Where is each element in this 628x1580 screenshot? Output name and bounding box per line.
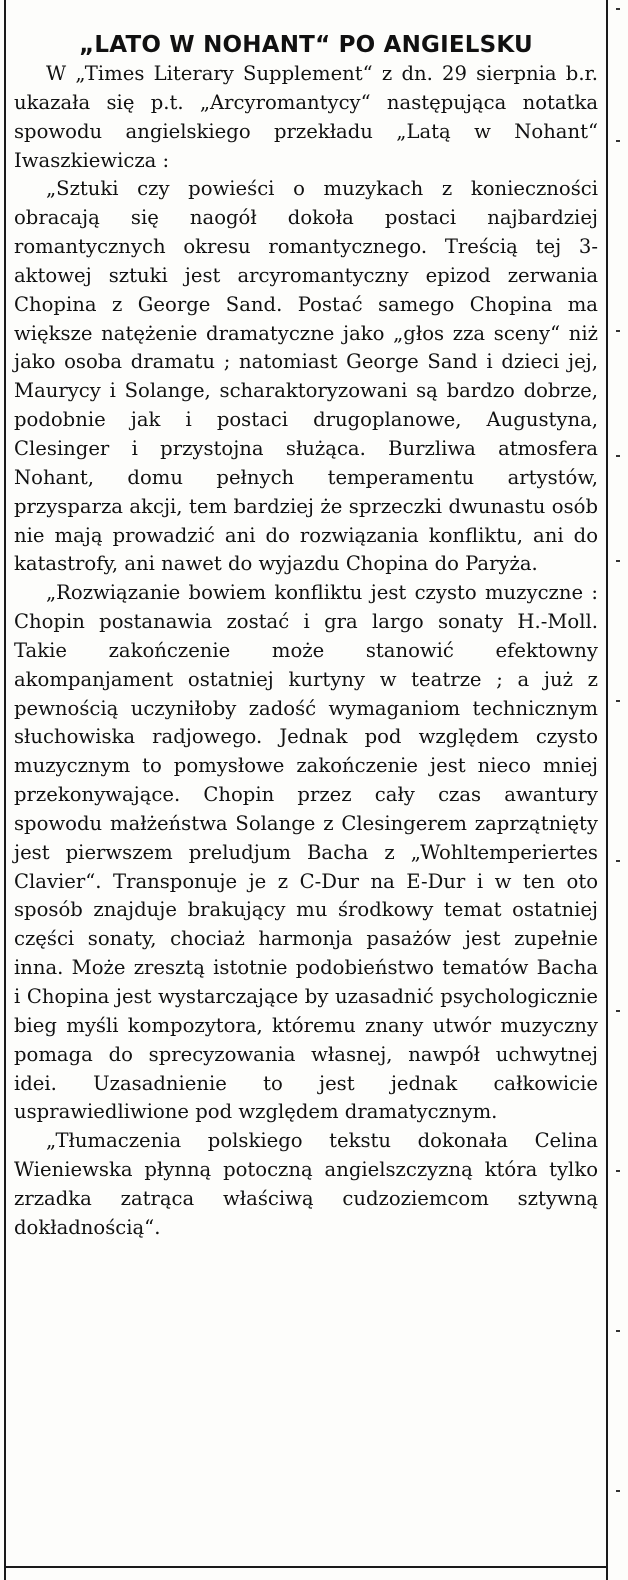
edge-mark — [616, 700, 620, 702]
paragraph-quote-3: „Tłumaczenia polskiego tekstu dokonała Celina Wieniewska płynną potoczną angielszczyzną która tylko zrzadka zatrąca właściwą cudzoziemcom sztywną dokładnością“. — [14, 1129, 598, 1239]
paragraph-intro: W „Times Literary Supplement“ z dn. 29 sierpnia b.r. ukazała się p.t. „Arcyromantycy“ następująca notatka spowodu angielskiego przekładu „Latą w Nohant“ Iwaszkiewicza : — [14, 62, 598, 172]
edge-mark — [616, 455, 620, 457]
left-column-rule — [4, 0, 6, 1580]
edge-mark — [616, 560, 620, 562]
bottom-rule — [4, 1566, 608, 1568]
paragraph-quote-2: „Rozwiązanie bowiem konfliktu jest czysto muzyczne : Chopin postanawia zostać i gra largo sonaty H.-Moll. Takie zakończenie może stanowić efektowny akompanjament ostatniej kurtyny w teatrze ; a już z pewnością uczyniłoby zadość wymaganiom technicznym słuchowiska radjowego. Jednak pod względem czysto muzycznym to pomysłowe zakończenie jest nieco mniej przekonywające. Chopin przez cały czas awantury spowodu małżeństwa Solange z Clesingerem zaprzątnięty jest pierwszem preludjum Bacha z „Wohltemperiertes Clavier“. Transponuje je z C-Dur na E-Dur i w ten oto sposób znajduje brakujący mu środkowy temat ostatniej części sonaty, chociaż harmonja pasażów jest zupełnie inna. Może zresztą istotnie podobieństwo tematów Bacha i Chopina jest wystarczające by uzasadnić psychologicznie bieg myśli kompozytora, któremu znany utwór muzyczny pomaga do sprecyzowania własnej, nawpół uchwytnej idei. Uzasadnienie to jest jednak całkowicie usprawiedliwione pod względem dramatycznym. — [14, 581, 598, 1124]
edge-mark — [616, 1170, 620, 1172]
edge-mark — [616, 860, 620, 862]
edge-mark — [616, 1490, 620, 1492]
edge-mark — [616, 1330, 620, 1332]
article-body — [14, 60, 598, 1243]
adjacent-column-edge — [612, 0, 626, 1580]
edge-mark — [616, 1010, 620, 1012]
edge-mark — [616, 8, 620, 10]
edge-mark — [616, 140, 620, 142]
article-headline: „LATO W NOHANT“ PO ANGIELSKU — [79, 32, 533, 58]
paragraph-quote-1: „Sztuki czy powieści o muzykach z konieczności obracają się naogół dokoła postaci najbardziej romantycznych okresu romantycznego. Treścią tej 3-aktowej sztuki jest arcyromantyczny epizod zerwania Chopina z George Sand. Postać samego Chopina ma większe natężenie dramatyczne jako „głos zza sceny“ niż jako osoba dramatu ; natomiast George Sand i dzieci jej, Maurycy i Solange, scharaktoryzowani są bardzo dobrze, podobnie jak i postaci drugoplanowe, Augustyna, Clesinger i przystojna służąca. Burzliwa atmosfera Nohant, domu pełnych temperamentu artystów, przysparza akcji, tem bardziej że sprzeczki dwunastu osób nie mają prowadzić ani do rozwiązania konfliktu, ani do katastrofy, ani nawet do wyjazdu Chopina do Paryża. — [14, 177, 598, 576]
right-column-rule — [606, 0, 608, 1580]
article — [14, 30, 598, 1243]
edge-mark — [616, 330, 620, 332]
